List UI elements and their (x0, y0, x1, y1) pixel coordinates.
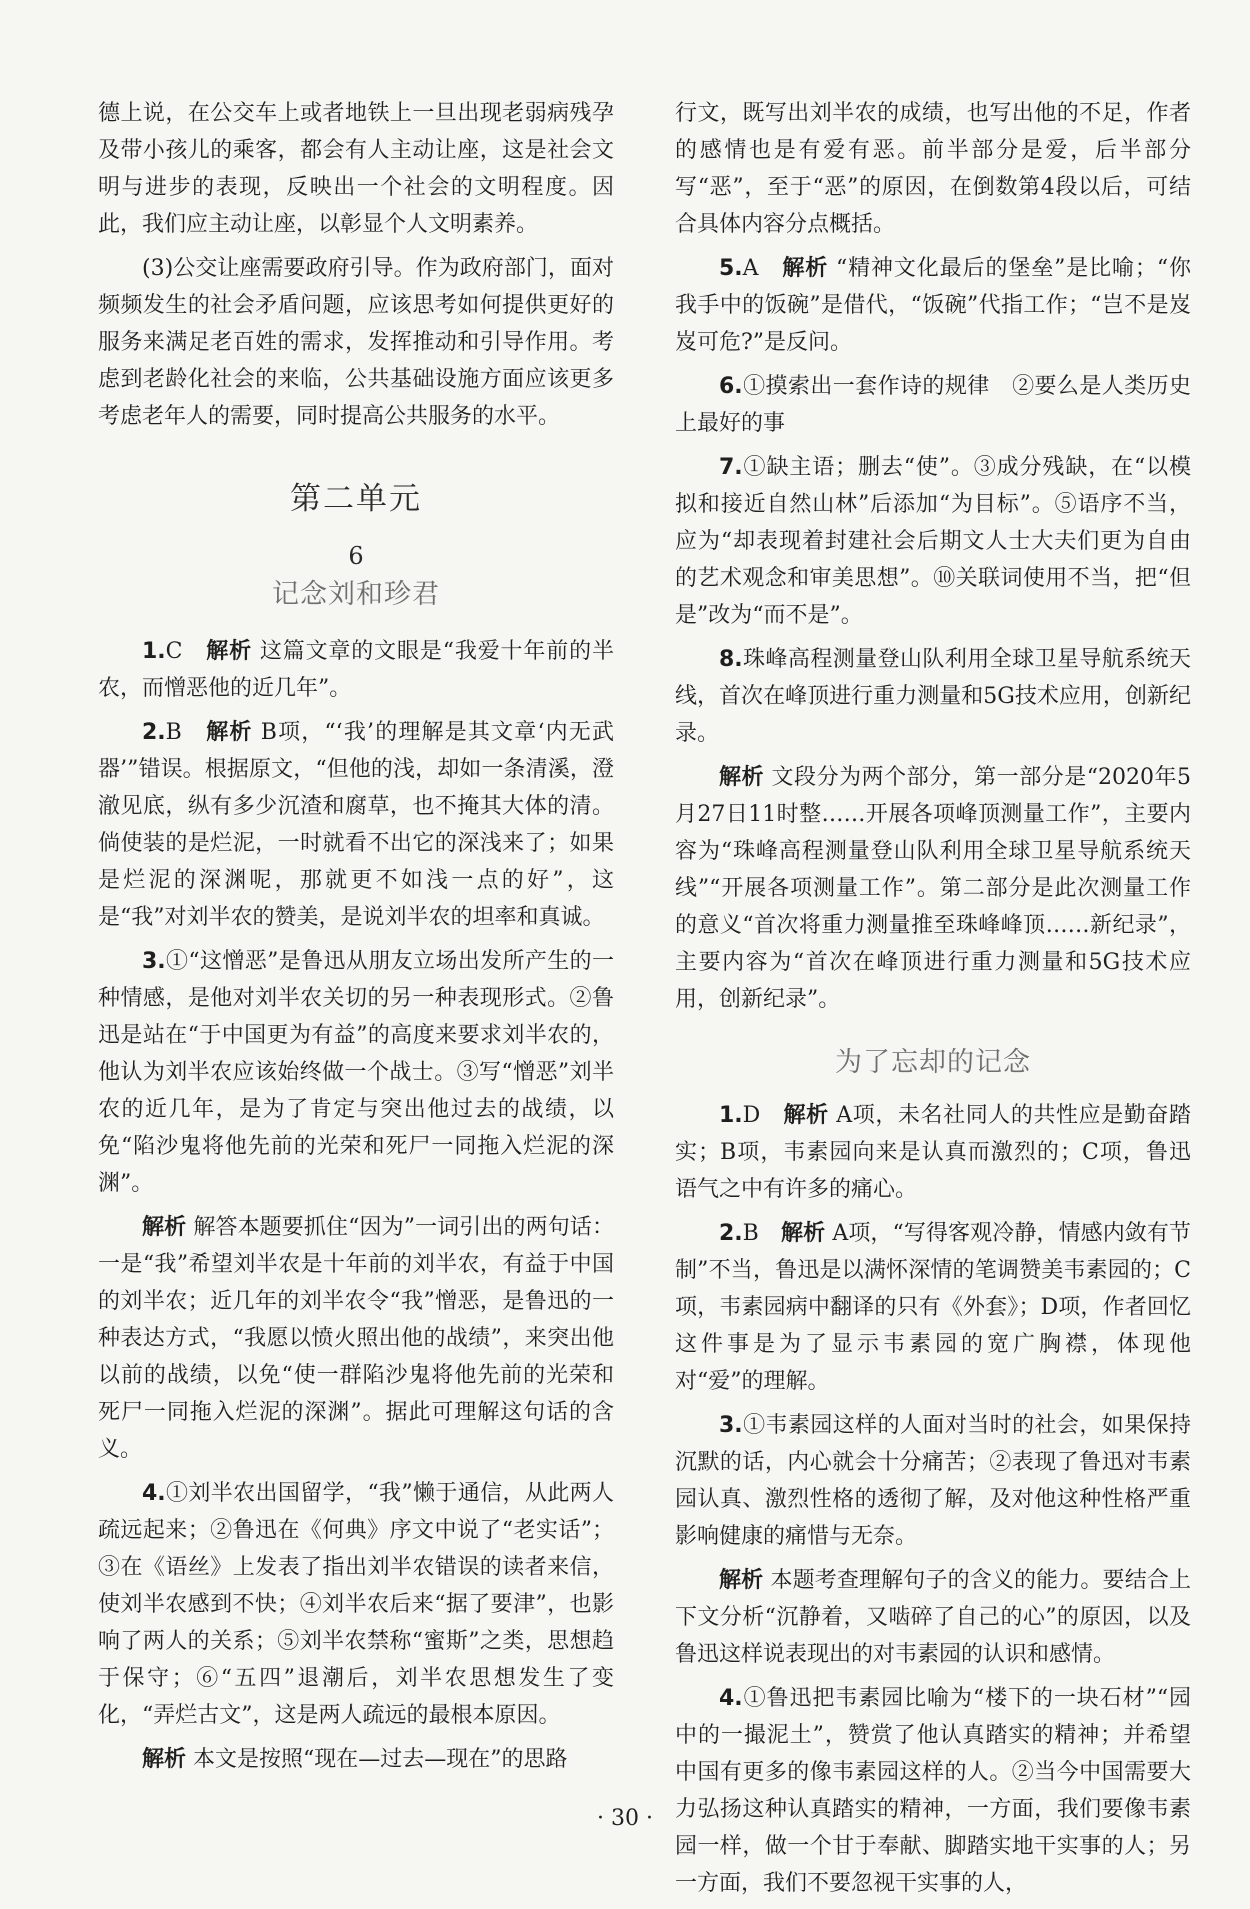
answer-8-explanation: 解析 文段分为两个部分，第一部分是“2020年5月27日11时整……开展各项峰顶测量工作”，主要内容为“珠峰高程测量登山队利用全球卫星导航系统天线”“开展各项测量工作”。第二部分是此次测量工作的意义“首次将重力测量推至珠峰峰顶……新纪录”，主要内容为“首次在峰顶进行重力测量和5G技术应用，创新纪录”。 (675, 765, 1191, 1012)
left-column (98, 95, 614, 1785)
answer-1: 1.C 解析 这篇文章的文眼是“我爱十年前的半农，而憎恶他的近几年”。 (98, 639, 614, 701)
paragraph-government-guidance: (3)公交让座需要政府引导。作为政府部门，面对频频发生的社会矛盾问题，应该思考如何提供更好的服务来满足老百姓的需求，发挥推动和引导作用。考虑到老龄化社会的来临，公共基础设施方面应该更多考虑老年人的需要，同时提高公共服务的水平。 (98, 256, 614, 429)
answer-2: 2.B 解析 B项，“‘我’的理解是其文章‘内无武器’”错误。根据原文，“但他的浅，却如一条清溪，澄澈见底，纵有多少沉渣和腐草，也不掩其大体的清。倘使装的是烂泥，一时就看不出它的深浅来了；如果是烂泥的深渊呢，那就更不如浅一点的好”，这是“我”对刘半农的赞美，是说刘半农的坦率和真诚。 (98, 720, 614, 930)
answer-3-explanation: 解析 解答本题要抓住“因为”一词引出的两句话：一是“我”希望刘半农是十年前的刘半农，有益于中国的刘半农；近几年的刘半农令“我”憎恶，是鲁迅的一种表达方式，“我愿以愤火照出他的战绩”，来突出他以前的战绩，以免“使一群陷沙鬼将他先前的光荣和死尸一同拖入烂泥的深渊”。据此可理解这句话的含义。 (98, 1215, 614, 1462)
answer-8: 8.珠峰高程测量登山队利用全球卫星导航系统天线，首次在峰顶进行重力测量和5G技术应用，创新纪录。 (675, 647, 1191, 746)
right-column (675, 95, 1191, 1909)
lesson-title: 记念刘和珍君 (272, 579, 440, 610)
answer-6: 6.①摸索出一套作诗的规律 ②要么是人类历史上最好的事 (675, 374, 1191, 436)
answer-r3: 3.①韦素园这样的人面对当时的社会，如果保持沉默的话，内心就会十分痛苦；②表现了鲁迅对韦素园认真、激烈性格的透彻了解，及对他这种性格严重影响健康的痛惜与无奈。 (675, 1413, 1191, 1549)
answer-4-explanation: 解析 本文是按照“现在—过去—现在”的思路 (142, 1747, 568, 1772)
paragraph-continuation: 德上说，在公交车上或者地铁上一旦出现老弱病残孕及带小孩儿的乘客，都会有人主动让座，这是社会文明与进步的表现，反映出一个社会的文明程度。因此，我们应主动让座，以彰显个人文明素养。 (98, 101, 614, 237)
lesson-title-2: 为了忘却的记念 (835, 1047, 1031, 1078)
paragraph-continuation-right: 行文，既写出刘半农的成绩，也写出他的不足，作者的感情也是有爱有恶。前半部分是爱，后半部分写“恶”，至于“恶”的原因，在倒数第4段以后，可结合具体内容分点概括。 (675, 101, 1191, 237)
unit-title: 第二单元 (290, 481, 422, 517)
answer-r2: 2.B 解析 A项，“写得客观冷静，情感内敛有节制”不当，鲁迅是以满怀深情的笔调赞美韦素园的；C项，韦素园病中翻译的只有《外套》；D项，作者回忆这件事是为了显示韦素园的宽广胸襟，体现他对“爱”的理解。 (675, 1221, 1191, 1394)
answer-3: 3.①“这憎恶”是鲁迅从朋友立场出发所产生的一种情感，是他对刘半农关切的另一种表现形式。②鲁迅是站在“于中国更为有益”的高度来要求刘半农的，他认为刘半农应该始终做一个战士。③写“憎恶”刘半农的近几年，是为了肯定与突出他过去的战绩，以免“陷沙鬼将他先前的光荣和死尸一同拖入烂泥的深渊”。 (98, 949, 614, 1196)
answer-4: 4.①刘半农出国留学，“我”懒于通信，从此两人疏远起来；②鲁迅在《何典》序文中说了“老实话”；③在《语丝》上发表了指出刘半农错误的读者来信，使刘半农感到不快；④刘半农后来“据了要津”，也影响了两人的关系；⑤刘半农禁称“蜜斯”之类，思想趋于保守；⑥“五四”退潮后，刘半农思想发生了变化，“弄烂古文”，这是两人疏远的最根本原因。 (98, 1481, 614, 1728)
answer-r4: 4.①鲁迅把韦素园比喻为“楼下的一块石材”“园中的一撮泥土”，赞赏了他认真踏实的精神；并希望中国有更多的像韦素园这样的人。②当今中国需要大力弘扬这种认真踏实的精神，一方面，我们要像韦素园一样，做一个甘于奉献、脚踏实地干实事的人；另一方面，我们不要忽视干实事的人， (675, 1686, 1191, 1896)
lesson-number: 6 (348, 542, 364, 570)
answer-5: 5.A 解析 “精神文化最后的堡垒”是比喻；“你我手中的饭碗”是借代，“饭碗”代指工作；“岂不是岌岌可危?”是反问。 (675, 256, 1192, 355)
answer-r3-explanation: 解析 本题考查理解句子的含义的能力。要结合上下文分析“沉静着，又啮碎了自己的心”的原因，以及鲁迅这样说表现出的对韦素园的认识和感情。 (675, 1568, 1191, 1667)
answer-7: 7.①缺主语；删去“使”。③成分残缺，在“以模拟和接近自然山林”后添加“为目标”。⑤语序不当，应为“却表现着封建社会后期文人士大夫们更为自由的艺术观念和审美思想”。⑩关联词使用不当，把“但是”改为“而不是”。 (675, 455, 1191, 628)
answer-r1: 1.D 解析 A项，未名社同人的共性应是勤奋踏实；B项，韦素园向来是认真而激烈的；C项，鲁迅语气之中有许多的痛心。 (675, 1103, 1191, 1202)
page-number: · 30 · (597, 1806, 653, 1831)
